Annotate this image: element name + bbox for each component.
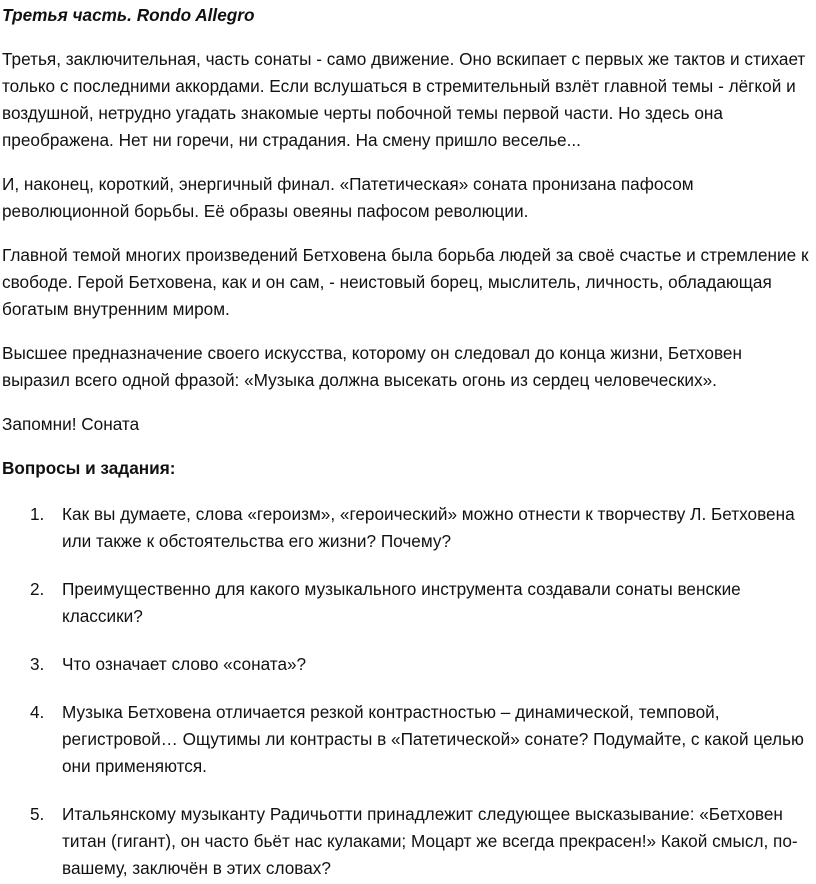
paragraph-main-theme: Главной темой многих произведений Бетховена была борьба людей за своё счастье и стремление к свободе. Герой Бетховена, как и он сам, - неистовый борец, мыслитель, личность, обладающая богатым внутренним миром. <box>2 245 809 319</box>
questions-title: Вопросы и задания: <box>2 458 176 478</box>
question-number: 3. <box>30 654 45 674</box>
paragraph-remember: Запомни! Соната <box>2 414 140 434</box>
question-item <box>2 801 812 882</box>
question-text: Музыка Бетховена отличается резкой контрастностью – динамической, темповой, регистровой… Ощутимы ли контрасты в «Патетической» сонате? Подумайте, с какой целью они применяются. <box>62 702 804 776</box>
paragraph-rondo-description: Третья, заключительная, часть сонаты - само движение. Оно вскипает с первых же тактов и стихает только с последними аккордами. Если вслушаться в стремительный взлёт главной темы - лёгкой и воздушной, нетрудно угадать знакомые черты побочной темы первой части. Но здесь она преображена. Нет ни горечи, ни страдания. На смену пришло веселье... <box>2 49 806 150</box>
section-heading: Третья часть. Rondo Allegro <box>2 5 255 25</box>
paragraph-purpose-quote: Высшее предназначение своего искусства, которому он следовал до конца жизни, Бетховен выразил всего одной фразой: «Музыка должна высекать огонь из сердец человеческих». <box>2 343 742 390</box>
question-text: Преимущественно для какого музыкального инструмента создавали сонаты венские классики? <box>62 579 741 626</box>
question-item <box>2 576 812 630</box>
question-number: 1. <box>30 504 45 524</box>
question-item <box>2 699 812 780</box>
question-item <box>2 501 812 555</box>
question-text: Что означает слово «соната»? <box>62 654 307 674</box>
questions-list <box>2 501 812 882</box>
question-number: 5. <box>30 804 45 824</box>
paragraph-finale: И, наконец, короткий, энергичный финал. «Патетическая» соната пронизана пафосом революционной борьбы. Её образы овеяны пафосом революции. <box>2 174 694 221</box>
question-number: 4. <box>30 702 45 722</box>
question-item <box>2 651 812 678</box>
question-text: Как вы думаете, слова «героизм», «героический» можно отнести к творчеству Л. Бетховена или также к обстоятельства его жизни? Почему? <box>62 504 795 551</box>
question-number: 2. <box>30 579 45 599</box>
question-text: Итальянскому музыканту Радичьотти принадлежит следующее высказывание: «Бетховен титан (гигант), он часто бьёт нас кулаками; Моцарт же всегда прекрасен!» Какой смысл, по-вашему, заключён в этих словах? <box>62 804 798 878</box>
